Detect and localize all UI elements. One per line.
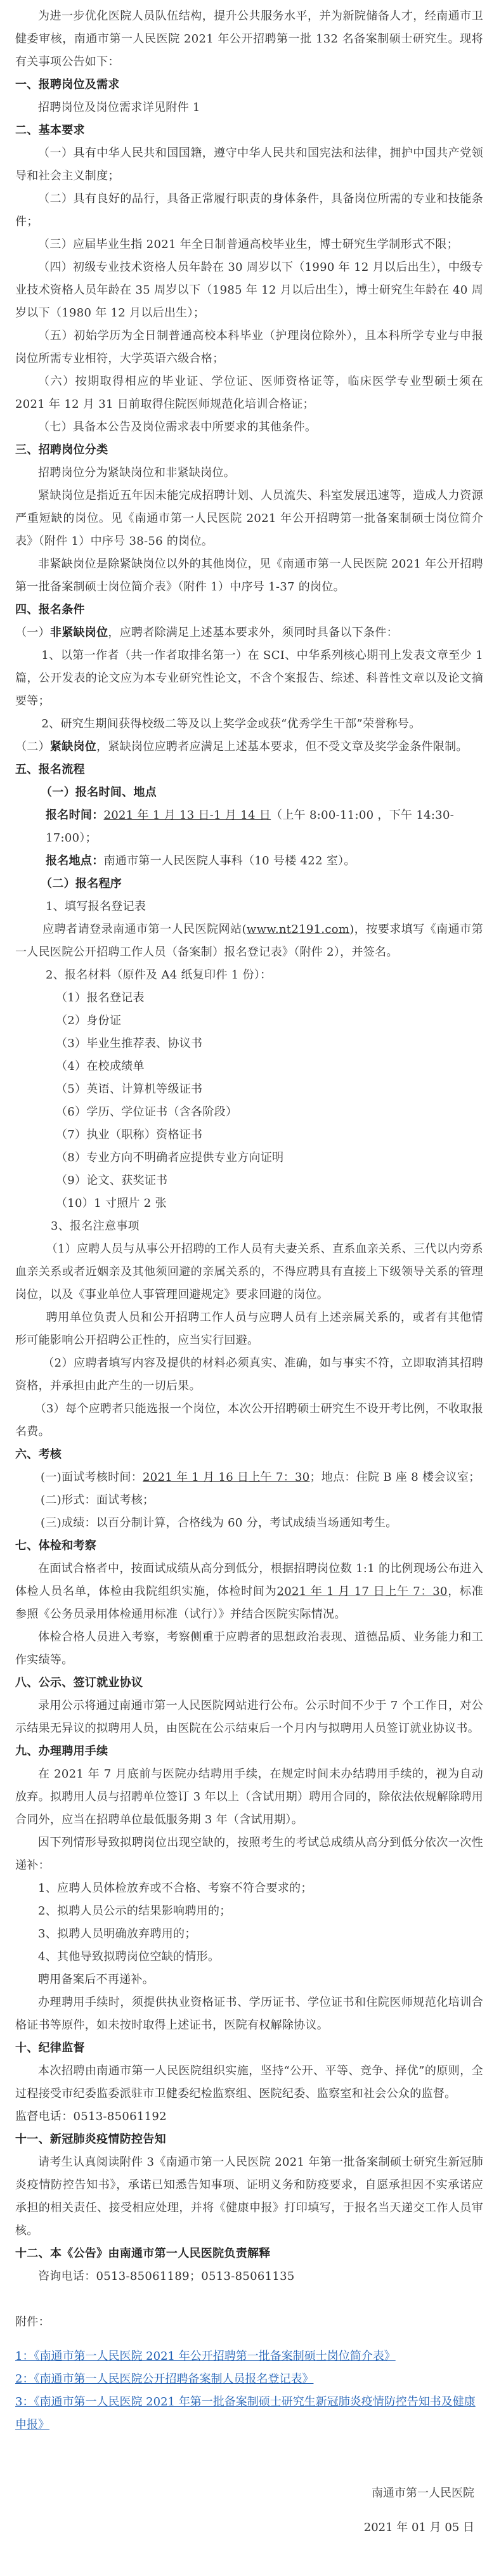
registration-place-value: 南通市第一人民医院人事科（10 号楼 422 室）。 [103, 854, 356, 868]
material-item: （9）论文、获奖证书 [56, 1174, 168, 1187]
paragraph: 在 2021 年 7 月底前与医院办结聘用手续，在规定时间未办结聘用手续的，视为自动放弃。拟聘用人员与招聘单位签订 3 年以上（含试用期）聘用合同的，除依法依规解除聘用合同外，应当在招聘单位最低服务期 3 年（含试用期）。 [15, 1767, 483, 1826]
exam-score: (三)成绩：以百分制计算，合格线为 60 分，考试成绩当场通知考生。 [41, 1516, 398, 1530]
step-title: 2、报名材料（原件及 A4 纸复印件 1 份）： [46, 968, 272, 982]
condition-text: ，紧缺岗位应聘者应满足上述基本要求，但不受文章及奖学金条件限制。 [96, 740, 468, 753]
paragraph-text: 在面试合格者中，按面试成绩从高分到低分，根据招聘岗位数 1:1 的比例现场公布进入体检人员名单，体检由我院组织实施，体检时间为 [15, 1562, 483, 1598]
registration-time [15, 804, 483, 850]
step-title: 1、填写报名登记表 [46, 900, 146, 913]
note-item: （2）应聘者填写内容及提供的材料必须真实、准确，如与事实不符，立即取消其招聘资格，并承担由此产生的一切后果。 [15, 1356, 483, 1393]
vacancy-item: 2、拟聘人员公示的结果影响聘用的； [38, 1904, 231, 1918]
requirement-item: （二）具有良好的品行，具备正常履行职责的身体条件，具备岗位所需的专业和技能条件； [15, 192, 483, 228]
material-item: （7）执业（职称）资格证书 [56, 1128, 203, 1142]
condition-text: ，应聘者除满足上述基本要求外，须同时具备以下条件： [108, 626, 398, 639]
material-item: （5）英语、计算机等级证书 [56, 1083, 203, 1096]
registration-place-label: 报名地点： [46, 854, 104, 868]
registration-date: 2021 年 1 月 13 日-1 月 14 日 [103, 809, 271, 822]
paragraph: 紧缺岗位是指近五年因未能完成招聘计划、人员流失、科室发展迅速等，造成人力资源严重短缺的岗位。见《南通市第一人民医院 2021 年公开招聘第一批备案制硕士岗位简介表》（附件 1）中序号 38-56 的岗位。 [15, 489, 483, 548]
condition-prefix: （二） [15, 740, 50, 753]
registration-place [15, 850, 483, 873]
section-title: 一、报聘岗位及需求 [15, 78, 120, 91]
website-link[interactable]: www.nt2191.com [246, 923, 350, 936]
annex-link-3[interactable]: 3：《南通市第一人民医院 2021 年第一批备案制硕士研究生新冠肺炎疫情防控告知书及健康申报》 [15, 2395, 476, 2431]
section-title: 五、报名流程 [15, 763, 85, 776]
vacancy-item: 1、应聘人员体检放弃或不合格、考察不符合要求的； [38, 1882, 313, 1895]
exam-place: ；地点：住院 B 座 8 楼会议室； [309, 1471, 481, 1484]
condition-nonscarce [15, 621, 483, 644]
note-item: （1）应聘人员与从事公开招聘的工作人员有夫妻关系、直系血亲关系、三代以内旁系血亲关系或者近姻亲及其他须回避的亲属关系的，不得应聘具有直接上下级领导关系的管理岗位，以及《事业单位人事管理回避规定》要求回避的岗位。 [15, 1242, 483, 1301]
section-title: 六、考核 [15, 1448, 62, 1461]
requirement-item: （五）初始学历为全日制普通高校本科毕业（护理岗位除外），且本科所学专业与申报岗位所需专业相符，大学英语六级合格； [15, 329, 483, 365]
paragraph [15, 1558, 483, 1626]
exam-time [15, 1466, 483, 1489]
registration-time-label: 报名时间： [46, 809, 104, 822]
section-title: 四、报名条件 [15, 603, 85, 616]
condition-label-bold: 紧缺岗位 [49, 740, 97, 753]
vacancy-item: 4、其他导致拟聘岗位空缺的情形。 [38, 1950, 220, 1963]
material-item: （2）身份证 [56, 1014, 122, 1027]
paragraph: 因下列情形导致拟聘岗位出现空缺的，按照考生的考试总成绩从高分到低分依次一次性递补： [15, 1836, 483, 1872]
requirement-item: （三）应届毕业生指 2021 年全日制普通高校毕业生，博士研究生学制形式不限； [38, 238, 458, 251]
material-item: （1）报名登记表 [56, 991, 145, 1005]
paragraph: 非紧缺岗位是除紧缺岗位以外的其他岗位，见《南通市第一人民医院 2021 年公开招聘第一批备案制硕士岗位简介表》（附件 1）中序号 1-37 的岗位。 [15, 557, 483, 594]
requirement-item: （七）具备本公告及岗位需求表中所要求的其他条件。 [38, 420, 317, 434]
subsection-title: （二）报名程序 [41, 877, 122, 890]
annex-label: 附件： [15, 2315, 50, 2329]
requirement-item: （一）具有中华人民共和国国籍，遵守中华人民共和国宪法和法律，拥护中国共产党领导和社会主义制度； [15, 146, 483, 183]
material-item: （8）专业方向不明确者应提供专业方向证明 [56, 1151, 284, 1164]
section-title: 三、招聘岗位分类 [15, 443, 108, 457]
signature-org: 南通市第一人民医院 [372, 2487, 474, 2500]
exam-format: (二)形式：面试考核； [41, 1493, 155, 1507]
subsection-title: （一）报名时间、地点 [41, 786, 157, 799]
paragraph: 录用公示将通过南通市第一人民医院网站进行公布。公示时间不少于 7 个工作日，对公示结果无异议的拟聘用人员，由医院在公示结束后一个月内与拟聘用人员签订就业协议书。 [15, 1699, 483, 1735]
paragraph: 招聘岗位及岗位需求详见附件 1 [38, 101, 200, 114]
intro-paragraph: 为进一步优化医院人员队伍结构，提升公共服务水平，并为新院储备人才，经南通市卫健委审核，南通市第一人民医院 2021 年公开招聘第一批 132 名备案制硕士研究生。现将有关事项公告如下： [15, 10, 483, 68]
condition-scarce [15, 736, 483, 758]
section-title: 七、体检和考察 [15, 1539, 97, 1552]
section-title: 十二、本《公告》由南通市第一人民医院负责解释 [15, 2247, 271, 2260]
paragraph-text: ，标准参照《公务员录用体检通用标准（试行）》并结合医院实际情况。 [15, 1585, 483, 1621]
section-title: 八、公示、签订就业协议 [15, 1676, 143, 1689]
condition-prefix: （一） [15, 626, 50, 639]
physical-exam-date: 2021 年 1 月 17 日上午 7：30 [276, 1585, 448, 1598]
step-text: )，按要求填写《南通市第一人民医院公开招聘工作人员（备案制）报名登记表》（附件 2），并签名。 [15, 923, 483, 959]
material-item: （6）学历、学位证书（含各阶段） [56, 1105, 238, 1119]
note-item: （3）每个应聘者只能选报一个岗位，本次公开招聘硕士研究生不设开考比例，不收取报名费。 [15, 1402, 483, 1438]
section-title: 十、纪律监督 [15, 2041, 85, 2055]
section-title: 二、基本要求 [15, 124, 85, 137]
paragraph: 聘用备案后不再递补。 [38, 1973, 154, 1986]
signature-date: 2021 年 01 月 05 日 [363, 2521, 474, 2534]
paragraph: 请考生认真阅读附件 3《南通市第一人民医院 2021 年第一批备案制硕士研究生新冠肺炎疫情防控告知书》，承诺已知悉告知事项、证明义务和防疫要求，自愿承担因不实承诺应承担的相关责任、接受相应处理，并将《健康申报》打印填写，于报名当天递交工作人员审核。 [15, 2156, 483, 2237]
paragraph: 招聘岗位分为紧缺岗位和非紧缺岗位。 [38, 466, 236, 479]
material-item: （4）在校成绩单 [56, 1060, 145, 1073]
paragraph: 本次招聘由南通市第一人民医院组织实施，坚持“公开、平等、竞争、择优”的原则，全过程接受市纪委监委派驻市卫健委纪检监察组、医院纪委、监察室和社会公众的监督。 [15, 2064, 483, 2100]
condition-item: 1、以第一作者（共一作者取排名第一）在 SCI、中华系列核心期刊上发表文章至少 1 篇，公开发表的论文应为本专业研究性论文，不含个案报告、综述、科普性文章以及论文摘要等； [15, 649, 483, 708]
spacer [15, 2288, 483, 2311]
supervision-phone: 监督电话：0513-85061192 [15, 2110, 167, 2123]
condition-label-bold: 非紧缺岗位 [49, 626, 108, 639]
consult-phone: 咨询电话：0513-85061189；0513-85061135 [38, 2270, 295, 2283]
step-text: 应聘者请登录南通市第一人民医院网站( [42, 923, 247, 936]
annex-link-2[interactable]: 2：《南通市第一人民医院公开招聘备案制人员报名登记表》 [15, 2372, 314, 2386]
vacancy-item: 3、拟聘人员明确放弃聘用的； [38, 1927, 197, 1941]
note-item: 聘用单位负责人员和公开招聘工作人员与应聘人员有上述亲属关系的，或者有其他情形可能影响公开招聘公正性的，应当实行回避。 [15, 1311, 483, 1347]
material-item: （10）1 寸照片 2 张 [56, 1197, 167, 1210]
annex-link-1[interactable]: 1：《南通市第一人民医院 2021 年公开招聘第一批备案制硕士岗位简介表》 [15, 2350, 396, 2363]
paragraph: 体检合格人员进入考察，考察侧重于应聘者的思想政治表现、道德品质、业务能力和工作实绩等。 [15, 1630, 483, 1667]
section-title: 十一、新冠肺炎疫情防控告知 [15, 2133, 166, 2146]
exam-time-label: (一)面试考核时间： [41, 1471, 143, 1484]
requirement-item: （六）按期取得相应的毕业证、学位证、医师资格证等，临床医学专业型硕士须在 2021 年 12 月 31 日前取得住院医师规范化培训合格证； [15, 375, 483, 411]
registration-hours: （上午 8:00-11:00 ，下午 14:30-17:00）； [46, 809, 455, 845]
condition-item: 2、研究生期间获得校级二等及以上奖学金或获“优秀学生干部”荣誉称号。 [41, 717, 421, 731]
material-item: （3）毕业生推荐表、协议书 [56, 1037, 203, 1050]
exam-date: 2021 年 1 月 16 日上午 7：30 [143, 1471, 310, 1484]
paragraph: 办理聘用手续时，须提供执业资格证书、学历证书、学位证书和住院医师规范化培训合格证书等原件，如未按时取得上述证书，医院有权解除协议。 [15, 1996, 483, 2032]
step-paragraph [15, 918, 483, 964]
section-title: 九、办理聘用手续 [15, 1745, 108, 1758]
step-title: 3、报名注意事项 [51, 1220, 140, 1233]
requirement-item: （四）初级专业技术资格人员年龄在 30 周岁以下（1990 年 12 月以后出生），中级专业技术资格人员年龄在 35 周岁以下（1985 年 12 月以后出生），博士研究生年龄在 40 周岁以下（1980 年 12 月以后出生）； [15, 261, 483, 320]
